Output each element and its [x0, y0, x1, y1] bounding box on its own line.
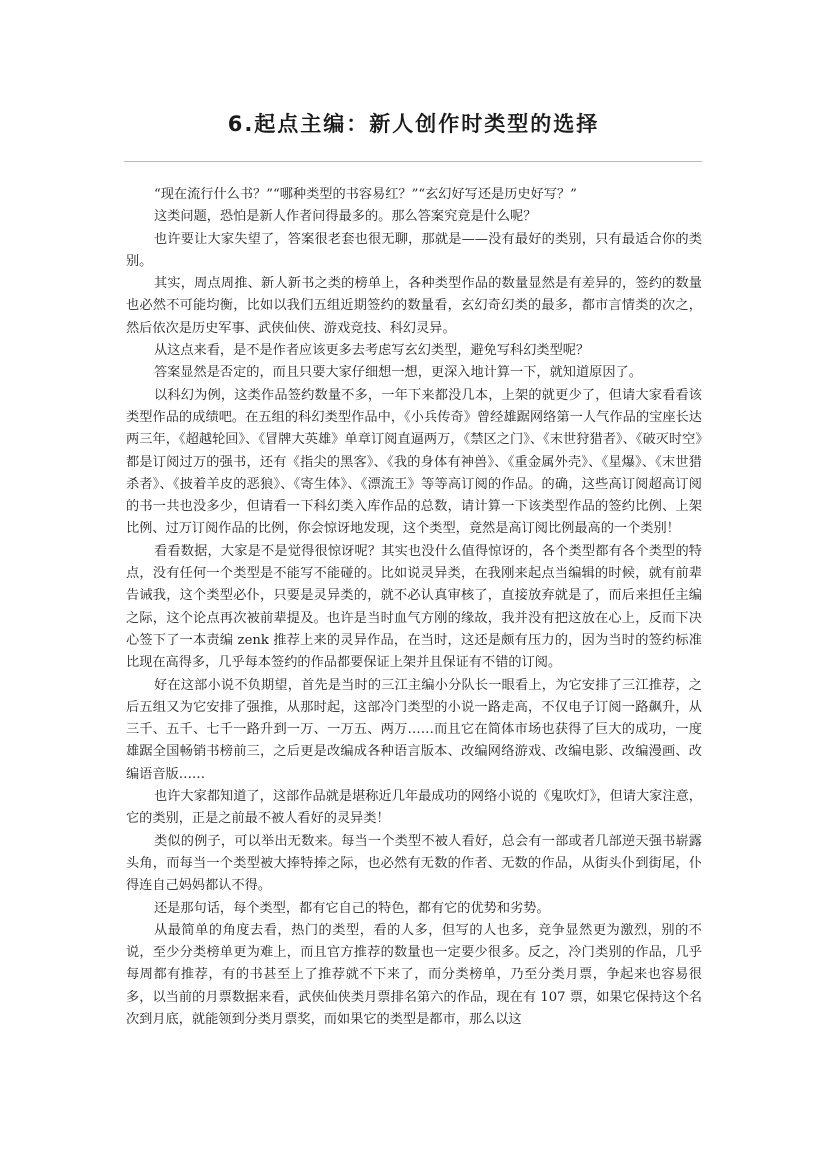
document-body [126, 184, 702, 1031]
paragraph: 这类问题，恐怕是新人作者问得最多的。那么答案究竟是什么呢？ [154, 209, 537, 225]
paragraph: 其实，周点周推、新人新书之类的榜单上，各种类型作品的数量显然是有差异的，签约的数量也必然不可能均衡，比如以我们五组近期签约的数量看，玄幻奇幻类的最多，都市言情类的次之，然后依次是历史军事、武侠仙侠、游戏竞技、科幻灵异。 [126, 276, 702, 336]
paragraph: 从最简单的角度去看，热门的类型，看的人多，但写的人也多，竞争显然更为激烈，别的不说，至少分类榜单更为难上，而且官方推荐的数量也一定要少很多。反之，冷门类别的作品，几乎每周都有推荐，有的书甚至上了推荐就不下来了，而分类榜单，乃至分类月票，争起来也容易很多，以当前的月票数据来看，武侠仙侠类月票排名第六的作品，现在有 107 票，如果它保持这个名次到月底，就能领到分类月票奖，而如果它的类型是都市，那么以这 [126, 922, 702, 1027]
paragraph: 看看数据，大家是不是觉得很惊讶呢？其实也没什么值得惊讶的，各个类型都有各个类型的特点，没有任何一个类型是不能写不能碰的。比如说灵异类，在我刚来起点当编辑的时候，就有前辈告诫我，这个类型必仆，只要是灵异类的，就不必认真审核了，直接放弃就是了，而后来担任主编之际，这个论点再次被前辈提及。也许是当时血气方刚的缘故，我并没有把这放在心上，反而下决心签下了一本责编 zenk 推荐上来的灵异作品，在当时，这还是颇有压力的，因为当时的签约标准比现在高得多，几乎每本签约的作品都要保证上架并且保证有不错的订阅。 [126, 543, 702, 671]
paragraph: 好在这部小说不负期望，首先是当时的三江主编小分队长一眼看上，为它安排了三江推荐，之后五组又为它安排了强推，从那时起，这部冷门类型的小说一路走高，不仅电子订阅一路飙升，从三千、五千、七千一路升到一万、一万五、两万……而且它在简体市场也获得了巨大的成功，一度雄踞全国畅销书榜前三，之后更是改编成各种语言版本、改编网络游戏、改编电影、改编漫画、改编语音版…… [126, 677, 702, 782]
paragraph: 从这点来看，是不是作者应该更多去考虑写玄幻类型，避免写科幻类型呢？ [154, 343, 590, 359]
paragraph: 答案显然是否定的，而且只要大家仔细想一想，更深入地计算一下，就知道原因了。 [154, 365, 642, 381]
document-title: 6.起点主编：新人创作时类型的选择 [227, 112, 600, 136]
paragraph: 以科幻为例，这类作品签约数量不多，一年下来都没几本，上架的就更少了，但请大家看看该类型作品的成绩吧。在五组的科幻类型作品中，《小兵传奇》曾经雄踞网络第一人气作品的宝座长达两三年，《超越轮回》、《冒牌大英雄》单章订阅直逼两万，《禁区之门》、《末世狩猎者》、《破灭时空》都是订阅过万的强书，还有《指尖的黑客》、《我的身体有神兽》、《重金属外壳》、《星爆》、《末世猎杀者》、《披着羊皮的恶狼》、《寄生体》、《漂流王》等等高订阅的作品。的确，这些高订阅超高订阅的书一共也没多少，但请看一下科幻类入库作品的总数，请计算一下该类型作品的签约比例、上架比例、过万订阅作品的比例，你会惊讶地发现，这个类型，竟然是高订阅比例最高的一个类别！ [126, 387, 702, 537]
paragraph: 也许大家都知道了，这部作品就是堪称近几年最成功的网络小说的《鬼吹灯》，但请大家注意，它的类别，正是之前最不被人看好的灵异类！ [126, 789, 702, 827]
paragraph: 类似的例子，可以举出无数来。每当一个类型不被人看好，总会有一部或者几部逆天强书崭露头角，而每当一个类型被大捧特捧之际，也必然有无数的作者、无数的作品，从街头仆到街尾，仆得连自己妈妈都认不得。 [126, 833, 702, 894]
paragraph: “现在流行什么书？”“哪种类型的书容易红？”“玄幻好写还是历史好写？” [154, 187, 577, 202]
title-divider [124, 161, 702, 162]
paragraph: 也许要让大家失望了，答案很老套也很无聊，那就是——没有最好的类别，只有最适合你的类别。 [126, 231, 702, 269]
paragraph: 还是那句话，每个类型，都有它自己的特色，都有它的优势和劣势。 [154, 900, 550, 916]
